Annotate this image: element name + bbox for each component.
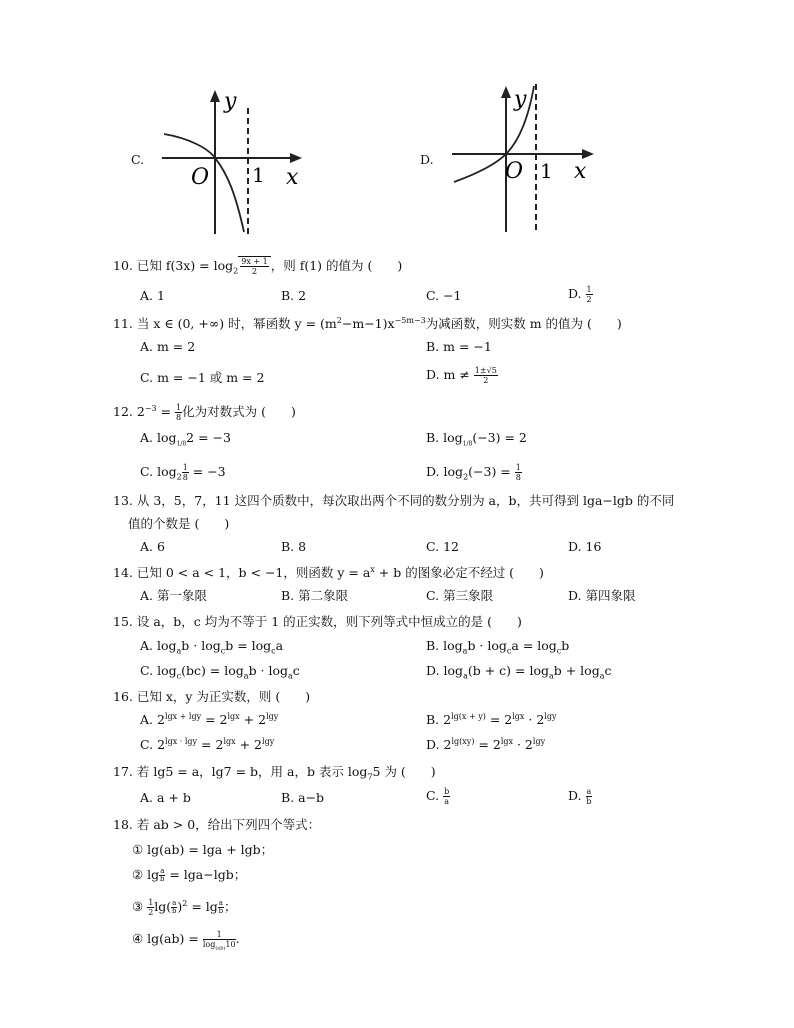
q15-option-b[interactable]: B. $\log_ab \cdot \log_ca = \log_cb$ xyxy=(426,638,570,656)
q12-option-a[interactable]: A. $\log_{1/8}2 = -3$ xyxy=(140,430,231,448)
q16-c-label: C. 2 xyxy=(140,737,166,752)
q17-d-label: D. xyxy=(568,788,586,803)
q18-item-2-rest: = lga−lgb； xyxy=(165,867,247,882)
q12-num: 1 xyxy=(176,403,182,412)
q16-a-label: A. 2 xyxy=(140,712,165,727)
question-13-line-1: 13. 从 3，5，7，11 这四个质数中，每次取出两个不同的数分别为 a，b，共可得到 lga−lgb 的不同 xyxy=(113,493,675,508)
q12-c-label: C. log xyxy=(140,464,177,479)
q10-under-num: 9x + 1 xyxy=(241,257,268,266)
q11-d-num: 1±√5 xyxy=(474,366,497,375)
q16-option-b[interactable]: B. $2^{lg(x + y)} = 2^{lgx} \cdot 2^{lgy}$ xyxy=(426,711,557,727)
q17-c-num: b xyxy=(444,787,450,796)
graph-c-origin-label: O xyxy=(191,165,210,190)
graph-c xyxy=(158,86,308,238)
q15-option-a[interactable]: A. $\log_ab \cdot \log_cb = \log_ca$ xyxy=(140,638,284,656)
question-15: 15. 设 a，b，c 均为不等于 1 的正实数，则下列等式中恒成立的是 ( ) xyxy=(113,614,522,629)
q10-d-num: 1 xyxy=(586,285,592,294)
q13-option-b[interactable]: B. 8 xyxy=(281,539,307,554)
q10-option-d[interactable] xyxy=(568,285,593,304)
q10-option-b[interactable]: B. 2 xyxy=(281,288,307,303)
question-18: 18. 若 ab > 0，给出下列四个等式： xyxy=(113,817,321,832)
q17-c-den: a xyxy=(444,797,450,806)
q16-option-c[interactable]: C. $2^{lgx \cdot lgy} = 2^{lgx} + 2^{lgy}$ xyxy=(140,736,275,752)
q11-prefix: 11. 当 x ∈ (0, +∞) 时，幂函数 y = (m xyxy=(113,316,337,331)
q10-prefix: 10. 已知 f(3x) = log xyxy=(113,258,234,273)
graph-c-y-label: y xyxy=(224,89,237,114)
q12-option-d[interactable] xyxy=(426,463,522,482)
q16-b-label: B. 2 xyxy=(426,712,452,727)
q12-prefix: 12. 2 xyxy=(113,404,145,419)
q11-exp: −5m−3 xyxy=(394,315,426,325)
q12-c-num: 1 xyxy=(182,463,188,472)
q18-item-1: ① lg(ab) = lga + lgb； xyxy=(132,842,274,857)
q17-d-num: a xyxy=(586,787,592,796)
q18-item-2-label: ② lg xyxy=(132,867,160,882)
q11-option-d[interactable] xyxy=(426,366,498,385)
q18-item-3-label: ③ xyxy=(132,899,148,914)
option-d-label: D. xyxy=(420,152,434,167)
q12-b-rest: (−3) = 2 xyxy=(472,430,527,445)
q12-b-label: B. log xyxy=(426,430,463,445)
q15-option-d[interactable]: D. $\log_a(b + c) = \log_ab + \log_ac$ xyxy=(426,663,612,681)
q10-option-a[interactable]: A. 1 xyxy=(140,288,165,303)
question-14 xyxy=(113,565,544,581)
q11-d-label: D. m ≠ xyxy=(426,367,474,382)
q11-suffix: 为减函数，则实数 m 的值为 ( ) xyxy=(425,316,622,331)
q12-c-den: 8 xyxy=(182,473,188,482)
q14-option-b[interactable]: B. 第二象限 xyxy=(281,588,349,603)
q17-d-den: b xyxy=(586,797,592,806)
q12-d-num: 1 xyxy=(515,463,521,472)
q12-option-b[interactable]: B. $\log_{1/8}(-3) = 2$ xyxy=(426,430,527,448)
q15-c-label: C. log xyxy=(140,663,177,678)
question-17 xyxy=(113,764,436,780)
option-c-label: C. xyxy=(131,152,145,167)
question-13-line-2: 值的个数是 ( ) xyxy=(128,516,230,531)
q10-suffix: ，则 f(1) 的值为 ( ) xyxy=(270,258,403,273)
graph-c-x-label: x xyxy=(286,165,299,190)
q18-item-3: ③ $\frac{1}{2}$ lg( $\frac{a}{b}$ )$^2$ = lg $\frac{a}{b}$ ； xyxy=(132,898,237,917)
q12-d-label: D. log xyxy=(426,464,464,479)
graph-c-one-label: 1 xyxy=(252,163,265,187)
q10-base: 2 xyxy=(233,266,239,276)
graph-d xyxy=(448,80,598,236)
q17-option-b[interactable]: B. a−b xyxy=(281,790,325,805)
q10-under-den: 2 xyxy=(251,267,258,276)
q13-option-d[interactable]: D. 16 xyxy=(568,539,602,554)
q12-c-rest: = −3 xyxy=(188,464,226,479)
q18-item-4-label: ④ lg(ab) = xyxy=(132,931,203,946)
question-12 xyxy=(113,403,296,422)
question-16: 16. 已知 x，y 为正实数，则 ( ) xyxy=(113,689,311,704)
q14-exp: x xyxy=(370,564,375,574)
q14-option-a[interactable]: A. 第一象限 xyxy=(140,588,207,603)
q18-item-3-lg: lg xyxy=(154,899,167,914)
q15-option-c[interactable]: C. $\log_c(bc) = \log_ab \cdot \log_ac$ xyxy=(140,663,300,681)
q11-d-den: 2 xyxy=(483,376,489,385)
q12-suffix: 化为对数式为 ( ) xyxy=(182,404,296,419)
graph-d-one-label: 1 xyxy=(540,159,553,183)
q14-prefix: 14. 已知 0 < a < 1，b < −1，则函数 y = a xyxy=(113,565,371,580)
q12-option-c[interactable] xyxy=(140,463,226,482)
q17-option-d[interactable] xyxy=(568,787,592,806)
q16-d-label: D. 2 xyxy=(426,737,452,752)
q12-den: 8 xyxy=(176,413,182,422)
q16-option-a[interactable]: A. $2^{lgx + lgy} = 2^{lgx} + 2^{lgy}$ xyxy=(140,711,279,727)
q17-prefix: 17. 若 lg5 = a，lg7 = b，用 a，b 表示 log xyxy=(113,764,368,779)
question-11: 11. 当 x ∈ (0, +∞) 时，幂函数 $y = (m^2-m-1)x^{-5m-3}$为减函数，则实数 m 的值为 ( ) xyxy=(113,315,622,331)
graph-d-x-label: x xyxy=(574,159,587,184)
q10-d-den: 2 xyxy=(586,295,592,304)
q11-mid: −m−1)x xyxy=(341,316,395,331)
q12-a-label: A. log xyxy=(140,430,177,445)
q13-option-a[interactable]: A. 6 xyxy=(140,539,165,554)
q12-a-rest: 2 = −3 xyxy=(186,430,231,445)
q13-option-c[interactable]: C. 12 xyxy=(426,539,459,554)
q14-option-c[interactable]: C. 第三象限 xyxy=(426,588,494,603)
q12-d-base: 2 xyxy=(463,472,469,482)
q15-d-label: D. log xyxy=(426,663,464,678)
q18-item-2: ② lg $\frac{a}{b}$ = lga−lgb； xyxy=(132,867,247,883)
q10-option-c[interactable]: C. −1 xyxy=(426,288,462,303)
q17-c-label: C. xyxy=(426,788,444,803)
q15-a-label: A. log xyxy=(140,638,177,653)
q11-option-c[interactable]: C. m = −1 或 m = 2 xyxy=(140,370,265,385)
q18-item-4: ④ lg(ab) = $\frac{1}{\log_{(ab)}10}$ . xyxy=(132,930,240,952)
q12-exp: −3 xyxy=(144,403,157,413)
q12-d-den: 8 xyxy=(515,473,521,482)
q14-suffix: + b 的图象必定不经过 ( ) xyxy=(374,565,544,580)
q18-item-4-den-rest: 10 xyxy=(225,940,236,949)
q12-c-base: 2 xyxy=(176,472,182,482)
q12-eq: = xyxy=(156,404,176,419)
q15-b-label: B. log xyxy=(426,638,463,653)
graph-d-origin-label: O xyxy=(505,159,524,184)
q11-option-a[interactable]: A. m = 2 xyxy=(140,339,196,354)
q17-option-a[interactable]: A. a + b xyxy=(140,790,191,805)
q17-base: 7 xyxy=(367,772,373,782)
q10-d-label: D. xyxy=(568,286,586,301)
q17-option-c[interactable] xyxy=(426,787,450,806)
q14-option-d[interactable]: D. 第四象限 xyxy=(568,588,636,603)
q17-suffix: 5 为 ( ) xyxy=(372,764,436,779)
graph-d-y-label: y xyxy=(514,87,527,112)
question-10 xyxy=(113,256,402,276)
q18-item-4-den: log xyxy=(202,940,216,949)
q11-option-b[interactable]: B. m = −1 xyxy=(426,339,492,354)
q16-option-d[interactable]: D. $2^{lg(xy)} = 2^{lgx} \cdot 2^{lgy}$ xyxy=(426,736,546,752)
q12-d-rest: (−3) = xyxy=(468,464,515,479)
